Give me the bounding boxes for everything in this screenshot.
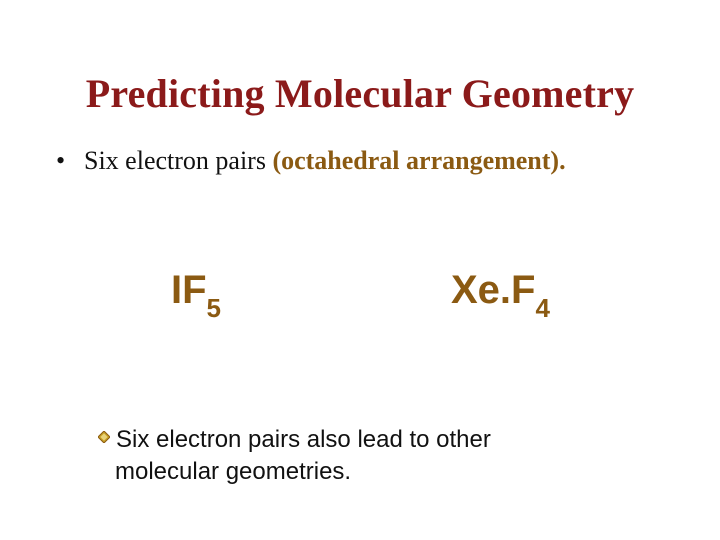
formula-xef4	[451, 268, 550, 323]
formula-base: Xe.F	[451, 268, 536, 312]
slide-title: Predicting Molecular Geometry	[85, 71, 635, 116]
formula-base: IF	[171, 268, 207, 312]
sub-bullet-line1: Six electron pairs also lead to other	[116, 426, 491, 453]
formula-subscript: 5	[206, 293, 222, 323]
main-bullet	[56, 146, 566, 176]
formula-if5	[171, 268, 222, 323]
bullet-marker: •	[56, 146, 66, 175]
diamond-bullet-icon	[98, 420, 110, 432]
bullet-accent-text: (octahedral arrangement).	[272, 146, 566, 175]
sub-bullet	[98, 420, 618, 489]
sub-bullet-line2: molecular geometries.	[115, 458, 352, 486]
bullet-text: Six electron pairs	[84, 146, 273, 175]
formula-subscript: 4	[535, 293, 550, 323]
